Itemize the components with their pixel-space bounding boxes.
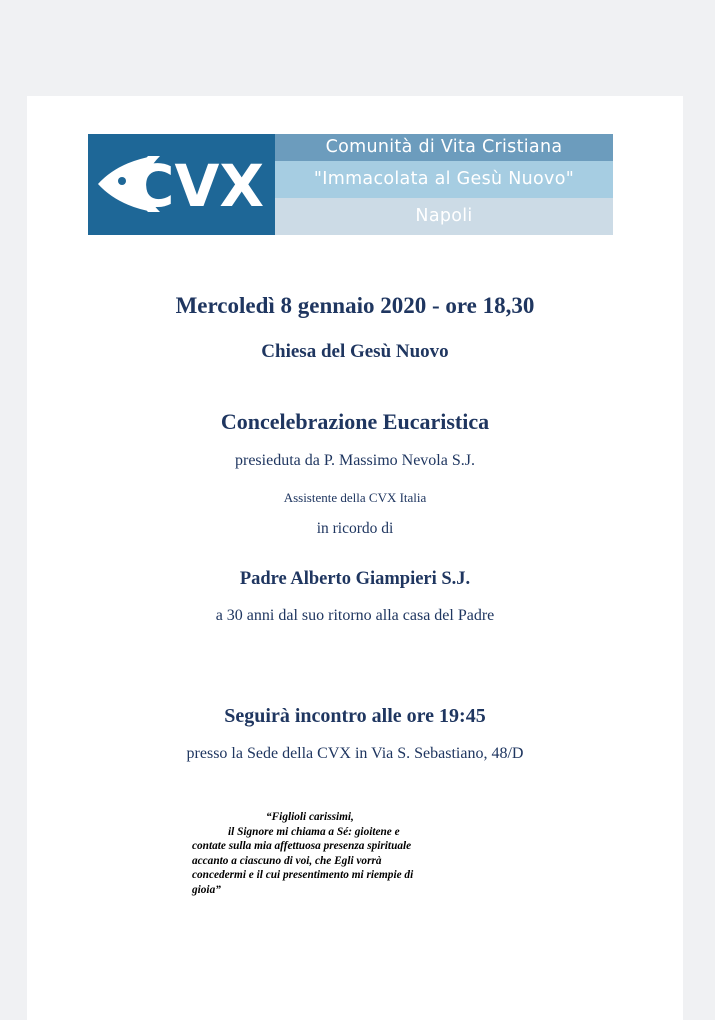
community-city: Napoli	[275, 198, 613, 235]
community-name: Comunità di Vita Cristiana	[275, 134, 613, 161]
meeting-time: Seguirà incontro alle ore 19:45	[224, 705, 486, 727]
event-date: Mercoledì 8 gennaio 2020 - ore 18,30	[175, 293, 535, 318]
quote-line: gioia”	[192, 883, 221, 896]
event-church: Chiesa del Gesù Nuovo	[261, 341, 449, 362]
meeting-place: presso la Sede della CVX in Via S. Sebastiano, 48/D	[186, 745, 524, 762]
quote-block	[192, 810, 413, 898]
quote-line: contate sulla mia affettuosa presenza spirituale	[192, 840, 412, 853]
document-page	[27, 96, 683, 1020]
anniversary-text: a 30 anni dal suo ritorno alla casa del Padre	[215, 607, 495, 624]
assistant-role: Assistente della CVX Italia	[283, 490, 427, 505]
in-memory-of: in ricordo di	[316, 520, 394, 537]
event-title: Concelebrazione Eucaristica	[220, 409, 490, 434]
community-subtitle: "Immacolata al Gesù Nuovo"	[275, 161, 613, 198]
quote-line: “Figlioli carissimi,	[266, 811, 354, 823]
presided-by: presieduta da P. Massimo Nevola S.J.	[235, 452, 475, 469]
cvx-logo-text: CVX	[131, 152, 265, 220]
father-name: Padre Alberto Giampieri S.J.	[239, 569, 471, 589]
cvx-fish-logo-icon	[88, 134, 275, 235]
quote-line: il Signore mi chiama a Sé: gioitene e	[228, 825, 400, 838]
quote-line: accanto a ciascuno di voi, che Egli vorrà	[192, 854, 382, 867]
quote-line: concedermi e il cui presentimento mi riempie di	[192, 869, 414, 882]
cvx-header-banner	[88, 134, 613, 235]
cvx-logo	[88, 134, 275, 235]
